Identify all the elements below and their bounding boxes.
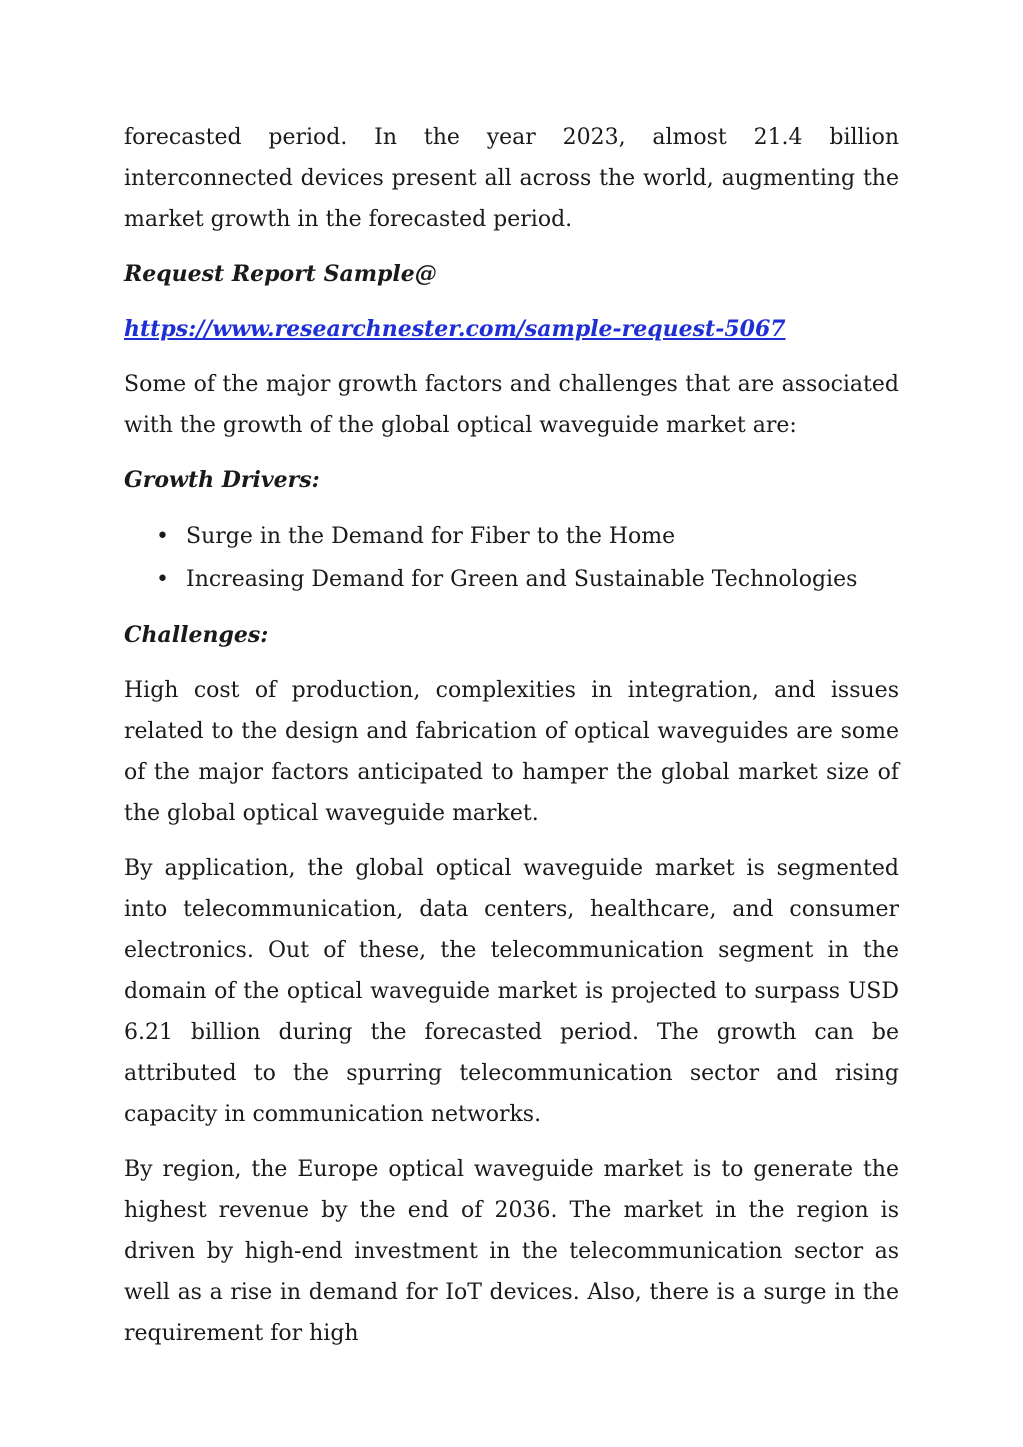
bullet-icon: • <box>156 567 169 592</box>
list-item-text: Increasing Demand for Green and Sustainable Technologies <box>186 567 858 592</box>
bullet-icon: • <box>156 524 169 549</box>
sample-request-link[interactable]: https://www.researchnester.com/sample-request-5067 <box>124 316 786 342</box>
paragraph-region: By region, the Europe optical waveguide market is to generate the highest revenue by the end of 2036. The market in the region is driven by high-end investment in the telecommunication sector as well as a rise in demand for IoT devices. Also, there is a surge in the requirement for high <box>124 1157 899 1346</box>
list-item <box>156 515 899 558</box>
document-page <box>124 117 899 1368</box>
list-item <box>156 558 899 601</box>
paragraph-growth-factors: Some of the major growth factors and challenges that are associated with the growth of the global optical waveguide market are: <box>124 372 899 438</box>
request-sample-heading: Request Report Sample@ <box>124 261 437 287</box>
growth-drivers-list <box>124 515 899 601</box>
challenges-heading: Challenges: <box>124 622 269 648</box>
paragraph-challenges: High cost of production, complexities in integration, and issues related to the design and fabrication of optical waveguides are some of the major factors anticipated to hamper the global market size of the global optical waveguide market. <box>124 678 899 826</box>
list-item-text: Surge in the Demand for Fiber to the Home <box>186 524 676 549</box>
paragraph-intro: forecasted period. In the year 2023, almost 21.4 billion interconnected devices present all across the world, augmenting the market growth in the forecasted period. <box>124 125 899 232</box>
growth-drivers-heading: Growth Drivers: <box>124 467 320 493</box>
paragraph-application: By application, the global optical waveguide market is segmented into telecommunication, data centers, healthcare, and consumer electronics. Out of these, the telecommunication segment in the domain of the optical waveguide market is projected to surpass USD 6.21 billion during the forecasted period. The growth can be attributed to the spurring telecommunication sector and rising capacity in communication networks. <box>124 856 899 1127</box>
